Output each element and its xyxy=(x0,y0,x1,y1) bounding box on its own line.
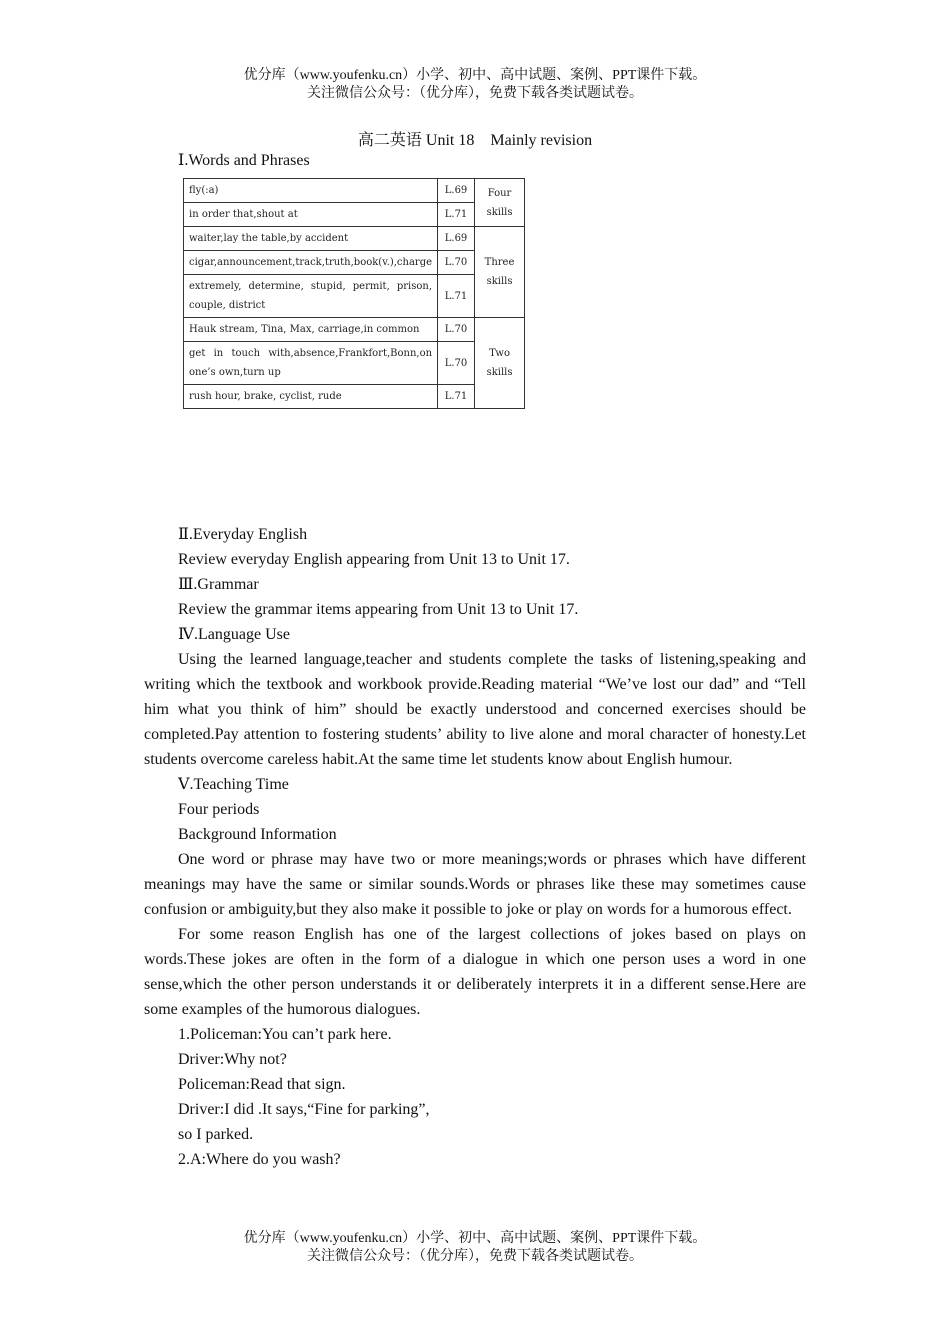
vocab-words: get in touch with,absence,Frankfort,Bonn,on one’s own,turn up xyxy=(184,342,438,385)
vocab-lesson: L.70 xyxy=(438,342,475,385)
vocab-words: cigar,announcement,track,truth,book(v.),charge xyxy=(184,251,438,275)
vocab-words: rush hour, brake, cyclist, rude xyxy=(184,385,438,409)
vocab-table xyxy=(183,178,525,409)
vocab-lesson: L.71 xyxy=(438,203,475,227)
section-1-heading: Ⅰ.Words and Phrases xyxy=(178,152,310,169)
table-row xyxy=(184,275,525,318)
footer-line-1: 优分库（www.youfenku.cn）小学、初中、高中试题、案例、PPT课件下载。 xyxy=(243,1231,707,1246)
section-5-text: Four periods xyxy=(178,801,260,818)
skills-cell: Three skills xyxy=(475,227,525,318)
table-row xyxy=(184,318,525,342)
table-row xyxy=(184,385,525,409)
vocab-lesson: L.70 xyxy=(438,318,475,342)
dialogue-line: so I parked. xyxy=(178,1126,254,1143)
section-4-text: Using the learned language,teacher and students complete the tasks of listening,speaking and writing which the textbook and workbook provide.Reading material “We’ve lost our dad” and “Tell him what you think of him” should be exactly understood and concerned exercises should be completed.Pay attention to fostering students’ ability to live alone and moral character of honesty.Let students overcome careless habit.At the same time let students know about English humour. xyxy=(144,651,806,768)
vocab-lesson: L.71 xyxy=(438,385,475,409)
document-body xyxy=(144,522,806,1172)
skills-cell: Four skills xyxy=(475,179,525,227)
vocab-words: waiter,lay the table,by accident xyxy=(184,227,438,251)
background-heading: Background Information xyxy=(178,826,337,843)
vocab-lesson: L.70 xyxy=(438,251,475,275)
table-row xyxy=(184,251,525,275)
section-5-heading: Ⅴ.Teaching Time xyxy=(178,776,289,793)
vocab-words: in order that,shout at xyxy=(184,203,438,227)
dialogue-line: Driver:I did .It says,“Fine for parking”, xyxy=(178,1101,430,1118)
table-row xyxy=(184,342,525,385)
table-row xyxy=(184,203,525,227)
header-line-2: 关注微信公众号：（优分库），免费下载各类试题试卷。 xyxy=(307,86,643,101)
vocab-words: extremely, determine, stupid, permit, prison, couple, district xyxy=(184,275,438,318)
dialogue-line: Driver:Why not? xyxy=(178,1051,287,1068)
vocab-lesson: L.69 xyxy=(438,227,475,251)
vocab-lesson: L.71 xyxy=(438,275,475,318)
background-paragraph-1: One word or phrase may have two or more meanings;words or phrases which have different meanings may have the same or similar sounds.Words or phrases like these may sometimes cause confusion or ambiguity,but they also make it possible to joke or play on words for a humorous effect. xyxy=(144,851,806,918)
skills-cell: Two skills xyxy=(475,318,525,409)
section-4-heading: Ⅳ.Language Use xyxy=(178,626,290,643)
vocab-lesson: L.69 xyxy=(438,179,475,203)
footer-line-2: 关注微信公众号：（优分库），免费下载各类试题试卷。 xyxy=(307,1249,643,1264)
page-footer xyxy=(0,1230,950,1266)
header-line-1: 优分库（www.youfenku.cn）小学、初中、高中试题、案例、PPT课件下载。 xyxy=(243,68,707,83)
page-header xyxy=(0,67,950,103)
page-title: 高二英语 Unit 18 Mainly revision xyxy=(357,132,593,149)
section-2-text: Review everyday English appearing from Unit 13 to Unit 17. xyxy=(178,551,570,568)
section-3-text: Review the grammar items appearing from Unit 13 to Unit 17. xyxy=(178,601,579,618)
section-2-heading: Ⅱ.Everyday English xyxy=(178,526,308,543)
dialogue-line: Policeman:Read that sign. xyxy=(178,1076,346,1093)
table-row xyxy=(184,227,525,251)
section-3-heading: Ⅲ.Grammar xyxy=(178,576,259,593)
vocab-words: fly(:a) xyxy=(184,179,438,203)
dialogue-line: 1.Policeman:You can’t park here. xyxy=(178,1026,392,1043)
table-row xyxy=(184,179,525,203)
dialogue-line: 2.A:Where do you wash? xyxy=(178,1151,341,1168)
vocab-words: Hauk stream, Tina, Max, carriage,in common xyxy=(184,318,438,342)
background-paragraph-2: For some reason English has one of the largest collections of jokes based on plays on words.These jokes are often in the form of a dialogue in which one person uses a word in one sense,which the other person understands it or deliberately interprets it in a different sense.Here are some examples of the humorous dialogues. xyxy=(144,926,806,1018)
